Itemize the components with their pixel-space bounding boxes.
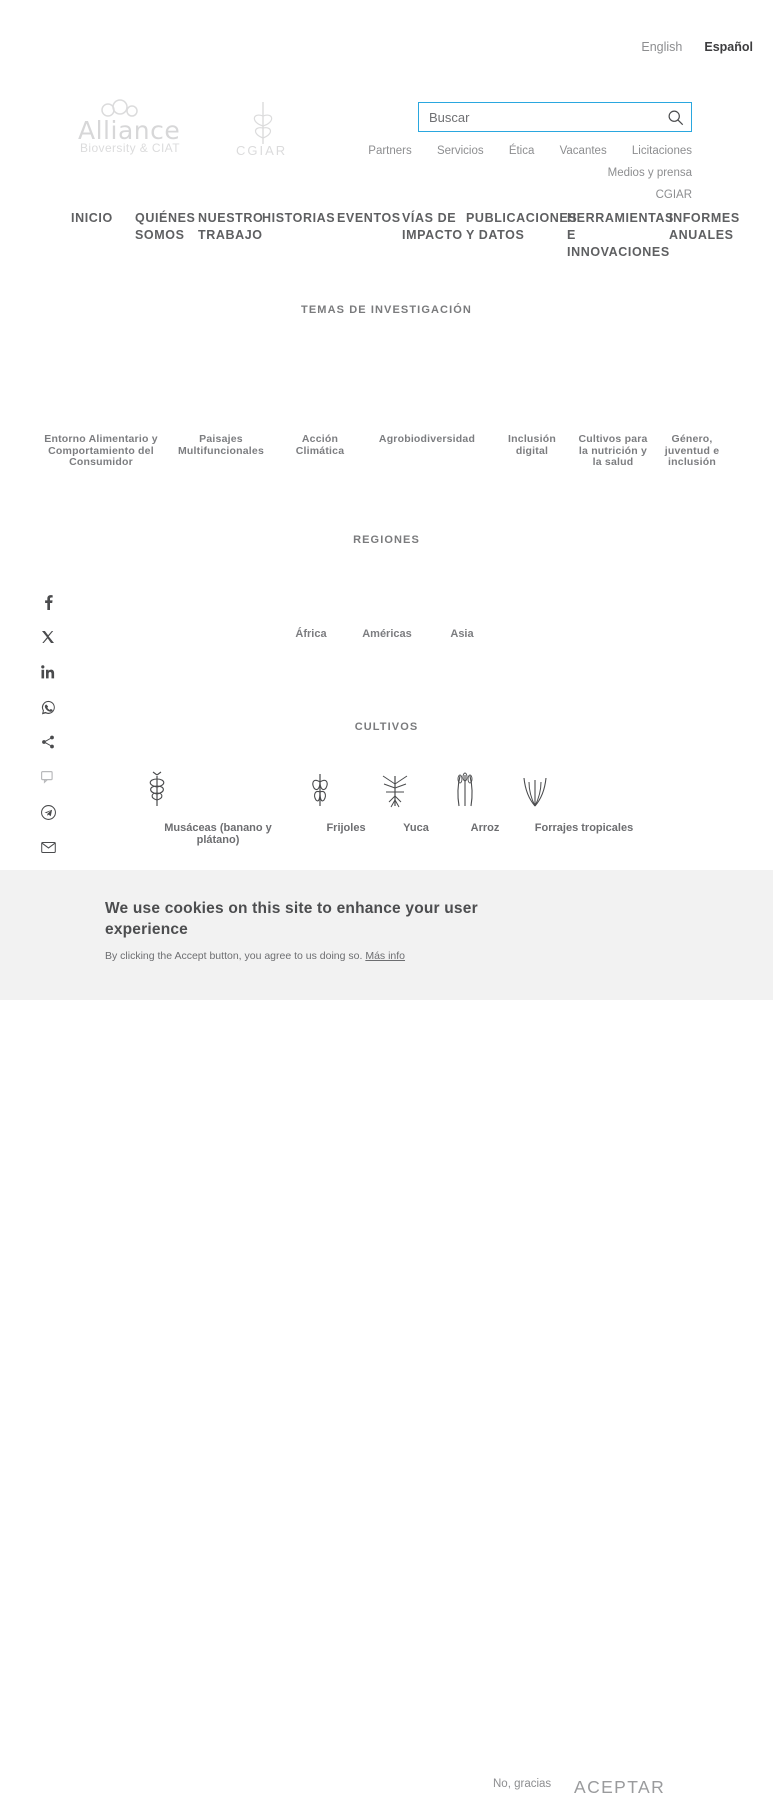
logo-group[interactable]	[68, 96, 298, 166]
email-icon[interactable]	[38, 837, 58, 857]
nav-item-publicaciones-y-datos[interactable]: PUBLICACIONES Y DATOS	[466, 211, 578, 242]
topic-inclusion-digital[interactable]: Inclusión digital	[496, 374, 568, 457]
crops-section-title: CULTIVOS	[354, 721, 419, 733]
topic-paisajes-multifuncionales[interactable]: Paisajes Multifuncionales	[163, 374, 279, 457]
cookie-title: We use cookies on this site to enhance your user experience	[105, 900, 478, 938]
topics-section-title: TEMAS DE INVESTIGACIÓN	[301, 304, 472, 316]
crops-list	[0, 745, 773, 855]
topic-cultivos-nutricion-salud[interactable]: Cultivos para la nutrición y la salud	[578, 374, 648, 469]
facebook-icon[interactable]	[38, 592, 58, 612]
food-environment-icon	[41, 374, 93, 426]
biodiversity-icon	[366, 374, 418, 426]
topics-list	[0, 330, 773, 470]
cookie-decline-button[interactable]: No, gracias	[493, 1778, 552, 1790]
cookie-text	[105, 898, 485, 962]
x-twitter-icon[interactable]	[38, 627, 58, 647]
language-english[interactable]: English	[641, 40, 683, 54]
alliance-logo-text-secondary: Bioversity & CIAT	[80, 141, 180, 155]
regions-section-title: REGIONES	[353, 534, 420, 546]
search-icon	[667, 109, 684, 126]
search-bar[interactable]	[418, 102, 692, 132]
region-americas[interactable]: Américas	[362, 628, 412, 640]
topic-entorno-alimentario[interactable]: Entorno Alimentario y Comportamiento del Consumidor	[41, 374, 161, 469]
forages-icon	[518, 770, 552, 812]
telegram-icon[interactable]	[38, 802, 58, 822]
share-icon[interactable]	[38, 732, 58, 752]
linkedin-icon[interactable]	[38, 662, 58, 682]
utility-nav-etica[interactable]: Ética	[508, 145, 535, 157]
crop-frijoles[interactable]: Frijoles	[306, 770, 386, 834]
site-header	[0, 90, 773, 200]
cookie-more-info-link[interactable]: Más info	[365, 950, 406, 962]
region-asia[interactable]: Asia	[450, 628, 474, 640]
cgiar-logo[interactable]	[228, 96, 298, 166]
search-input[interactable]	[419, 103, 659, 131]
whatsapp-icon[interactable]	[38, 697, 58, 717]
climate-icon	[279, 374, 331, 426]
cookie-subtitle	[105, 950, 485, 962]
gender-icon	[656, 374, 708, 426]
crop-yuca[interactable]: Yuca	[380, 770, 452, 834]
cookie-accept-button[interactable]: ACEPTAR	[568, 1776, 671, 1799]
nav-item-nuestro-trabajo[interactable]: NUESTRO TRABAJO	[198, 211, 264, 242]
topic-genero-juventud-inclusion[interactable]: Género, juventud e inclusión	[656, 374, 728, 469]
nav-item-vias-de-impacto[interactable]: VÍAS DE IMPACTO	[402, 211, 463, 242]
utility-nav-partners[interactable]: Partners	[368, 145, 412, 157]
nav-item-informes-anuales[interactable]: INFORMES ANUALES	[669, 211, 740, 242]
utility-nav-medios-prensa[interactable]: Medios y prensa	[607, 167, 692, 179]
landscape-icon	[163, 374, 215, 426]
region-africa[interactable]: África	[295, 628, 327, 640]
comment-icon[interactable]	[38, 767, 58, 787]
social-share-rail	[38, 592, 58, 857]
nav-item-herramientas-e-innovaciones[interactable]: HERRAMIENTAS E INNOVACIONES	[567, 211, 674, 259]
nutrition-crops-icon	[578, 374, 630, 426]
cgiar-logo-text: CGIAR	[236, 143, 288, 158]
alliance-logo-text-primary: Alliance	[78, 116, 181, 145]
utility-nav	[300, 140, 692, 206]
nav-item-eventos[interactable]: EVENTOS	[337, 211, 401, 225]
topic-accion-climatica[interactable]: Acción Climática	[279, 374, 361, 457]
utility-nav-licitaciones[interactable]: Licitaciones	[631, 145, 692, 157]
regions-list	[0, 560, 773, 670]
crop-forrajes-tropicales[interactable]: Forrajes tropicales	[518, 770, 650, 834]
digital-icon	[496, 374, 548, 426]
nav-item-inicio[interactable]: INICIO	[71, 211, 113, 225]
search-submit-button[interactable]	[659, 103, 691, 131]
language-espanol[interactable]: Español	[704, 40, 753, 54]
language-switcher	[641, 40, 753, 54]
alliance-logo[interactable]	[68, 96, 218, 166]
utility-nav-servicios[interactable]: Servicios	[436, 145, 484, 157]
cassava-icon	[380, 770, 410, 812]
banana-icon	[143, 770, 171, 812]
crop-musaceas[interactable]: Musáceas (banano y plátano)	[143, 770, 293, 846]
utility-nav-cgiar[interactable]: CGIAR	[655, 189, 692, 201]
topic-agrobiodiversidad[interactable]: Agrobiodiversidad	[366, 374, 488, 446]
rice-icon	[450, 770, 480, 812]
nav-item-quienes-somos[interactable]: QUIÉNES SOMOS	[135, 211, 196, 242]
utility-nav-vacantes[interactable]: Vacantes	[559, 145, 607, 157]
cookie-subtitle-text: By clicking the Accept button, you agree to us doing so.	[105, 950, 366, 962]
cookie-banner	[0, 870, 773, 1797]
nav-item-historias[interactable]: HISTORIAS	[262, 211, 336, 225]
crop-arroz[interactable]: Arroz	[450, 770, 520, 834]
beans-icon	[306, 770, 334, 812]
